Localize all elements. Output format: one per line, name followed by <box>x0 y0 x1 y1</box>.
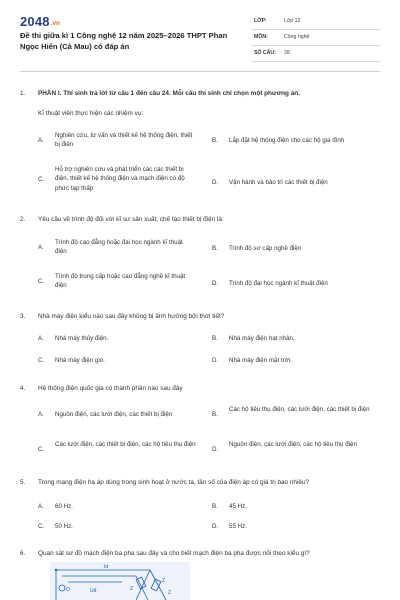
exam-content: 1. PHẦN I. Thí sinh trả lời từ câu 1 đến câu 24. Mỗi câu thí sinh chỉ chọn một phương án. Kĩ thuật viên thực hiện các nhiệm vụ: A. Nghiên cứu, tư vấn và thiết kế hệ thống điện, thiết bị điện B. Lắp đặt hệ thống điện cho các hộ gia đình C. Hỗ trợ nghiên cứu và phát triển các các thiết bị điện, thiết kế hệ thống điện và mạch điện có độ phức tạp thấp D. Vận hành và bảo trì các thiết bị điện 2. Yêu cầu về trình độ đối với kĩ sư sản xuất, chế tạo thiết bị điện là: A. Trình độ cao đẳng hoặc đại học ngành kĩ thuật điện B. Trình độ sơ cấp nghề điện C. Trình độ trung cấp hoặc cao đẳng nghề kĩ thuật điện D. Trình độ đại học ngành kĩ thuật điện 3. Nhà máy điện kiểu nào sau đây không bị ảnh hưởng bởi thời tiết? A. Nhà máy thủy điện. B. Nhà máy điện hạt nhân. C. Nhà máy điện gió. D. Nhà máy điện mặt trời. 4. Hệ thống điện quốc gia có thành phần nào sau đây A. Nguồn điện, các lưới điện, các thiết bị điện B. Các hộ tiêu thụ điện, các lưới điện, các thiết bị điện C. Các lưới điện, các thiết bị điện, các hộ tiêu thụ điện D. Nguồn điện, các lưới điện, các hộ tiêu thụ điện 5. Trong mạng điện hạ áp dùng trong sinh hoạt ở nước ta, tần số của điện áp có giá trị bao nhiêu? A. 60 Hz. B. 45 Hz. C. 50 Hz. D. 55 Hz. 6. Quan sát sơ đồ mạch điện ba pha sau đây và cho biết mạch điện ba pha được nối theo kiểu gì? O Ud Id Z Z Z <box>0 0 400 600</box>
circuit-label-o: O <box>66 587 70 593</box>
circuit-label-z2: Z <box>162 578 166 584</box>
meta-class: LỚP: Lớp 12 <box>252 14 380 30</box>
page-title: Đề thi giữa kì 1 Công nghệ 12 năm 2025–2026 THPT Phan Ngọc Hiển (Cà Mau) có đáp án <box>20 31 228 51</box>
three-phase-circuit-diagram <box>50 562 190 600</box>
circuit-label-id: Id <box>104 564 109 570</box>
circuit-label-z1: Z <box>130 586 134 592</box>
junction-dot-icon <box>55 569 57 571</box>
meta-question-count: SỐ CÂU: 28 <box>252 46 380 62</box>
circuit-label-ud: Ud <box>90 588 97 594</box>
site-logo[interactable]: 2048.vn <box>20 14 61 29</box>
circuit-label-z3: Z <box>168 590 172 596</box>
meta-subject: MÔN: Công nghệ <box>252 30 380 46</box>
